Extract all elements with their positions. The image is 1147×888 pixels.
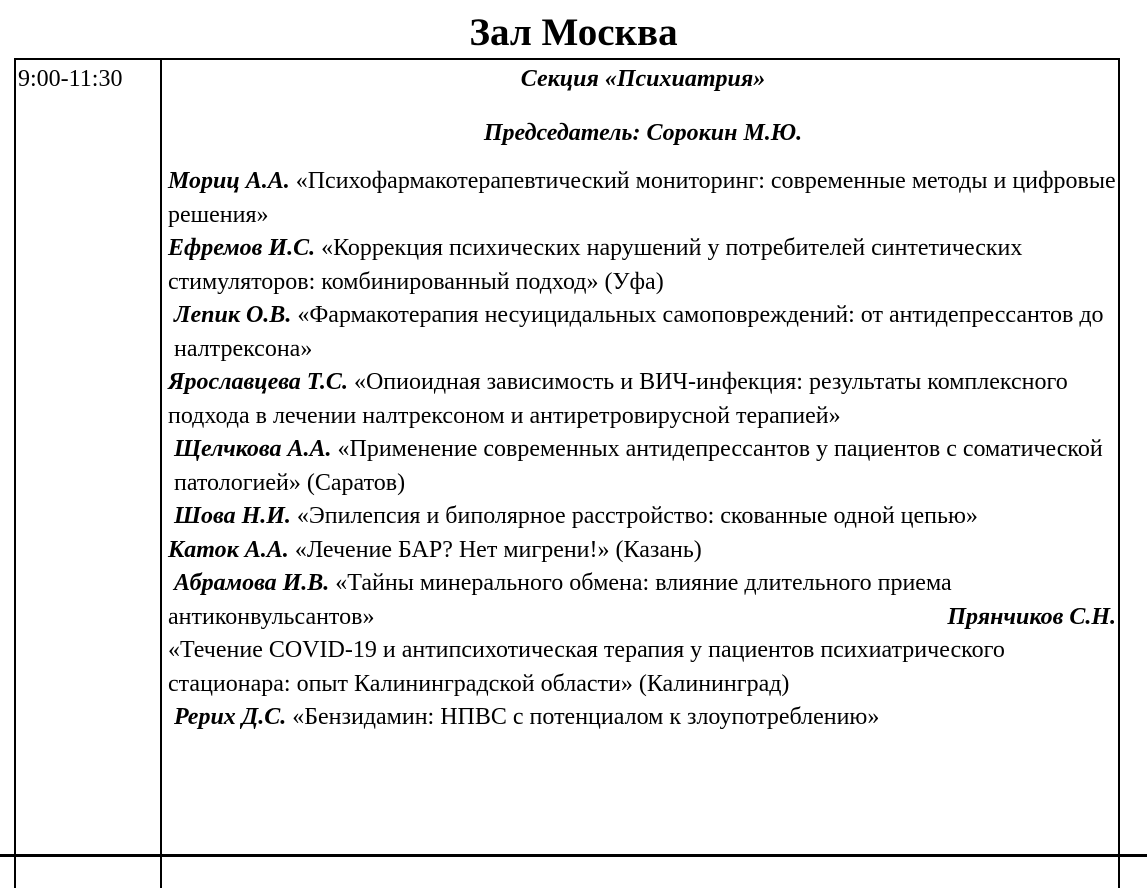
talk-speaker: Каток А.А. bbox=[168, 536, 289, 563]
talk-speaker: Мориц А.А. bbox=[168, 168, 290, 194]
talk-speaker: Абрамова И.В. bbox=[174, 570, 330, 596]
talk-item bbox=[168, 232, 1118, 299]
hall-title: Зал Москва bbox=[469, 11, 678, 54]
talk-title: «Тайны минерального обмена: влияние длительного приема bbox=[335, 570, 952, 596]
talk-speaker: Лепик О.В. bbox=[174, 302, 292, 328]
talk-title: «Эпилепсия и биполярное расстройство: скованные одной цепью» bbox=[296, 503, 978, 529]
talk-item bbox=[168, 567, 1118, 601]
talk-title: «Опиоидная зависимость и ВИЧ-инфекция: результаты комплексного подхода в лечении налтрексоном и антиретровирусной терапией» bbox=[168, 369, 1068, 429]
talk-title: «Применение современных антидепрессантов у пациентов с соматической патологией» (Саратов) bbox=[174, 436, 1103, 496]
talk-speaker: Шова Н.И. bbox=[174, 503, 291, 529]
talk-title: «Коррекция психических нарушений у потребителей синтетических стимуляторов: комбинированный подход» (Уфа) bbox=[168, 235, 1023, 295]
talk-speaker: Ярославцева Т.С. bbox=[168, 369, 348, 395]
talk-title: «Психофармакотерапевтический мониторинг: современные методы и цифровые решения» bbox=[168, 168, 1116, 228]
talk-speaker: Прянчиков С.Н. bbox=[947, 603, 1116, 630]
talk-item bbox=[168, 534, 1118, 568]
section-chair: Председатель: Сорокин М.Ю. bbox=[483, 120, 803, 146]
talk-item bbox=[168, 433, 1118, 500]
talk-item bbox=[168, 701, 1118, 735]
time-slot: 9:00-11:30 bbox=[18, 66, 123, 92]
talk-item bbox=[168, 165, 1118, 232]
talk-item bbox=[168, 366, 1118, 433]
talk-item bbox=[168, 601, 1118, 635]
table-bottom-rule bbox=[0, 854, 1147, 857]
talk-speaker: Щелчкова А.А. bbox=[174, 436, 332, 462]
talk-item bbox=[168, 299, 1118, 366]
time-cell bbox=[16, 60, 162, 888]
talk-item bbox=[168, 500, 1118, 534]
talk-title: «Фармакотерапия несуицидальных самоповреждений: от антидепрессантов до налтрексона» bbox=[174, 302, 1104, 362]
section-title: Секция «Психиатрия» bbox=[520, 66, 766, 92]
talk-speaker: Рерих Д.С. bbox=[174, 704, 287, 730]
talk-title-continued: антиконвульсантов» bbox=[168, 603, 375, 630]
talk-title: «Бензидамин: НПВС с потенциалом к злоупотреблению» bbox=[292, 704, 880, 730]
session-cell bbox=[168, 60, 1118, 735]
talk-title: «Лечение БАР? Нет мигрени!» (Казань) bbox=[294, 536, 702, 563]
talk-item bbox=[168, 634, 1118, 701]
talk-title: «Течение COVID-19 и антипсихотическая терапия у пациентов психиатрического стационара: опыт Калининградской области» (Калининград) bbox=[168, 637, 1005, 697]
talk-speaker: Ефремов И.С. bbox=[168, 235, 316, 261]
schedule-table bbox=[14, 58, 1120, 888]
